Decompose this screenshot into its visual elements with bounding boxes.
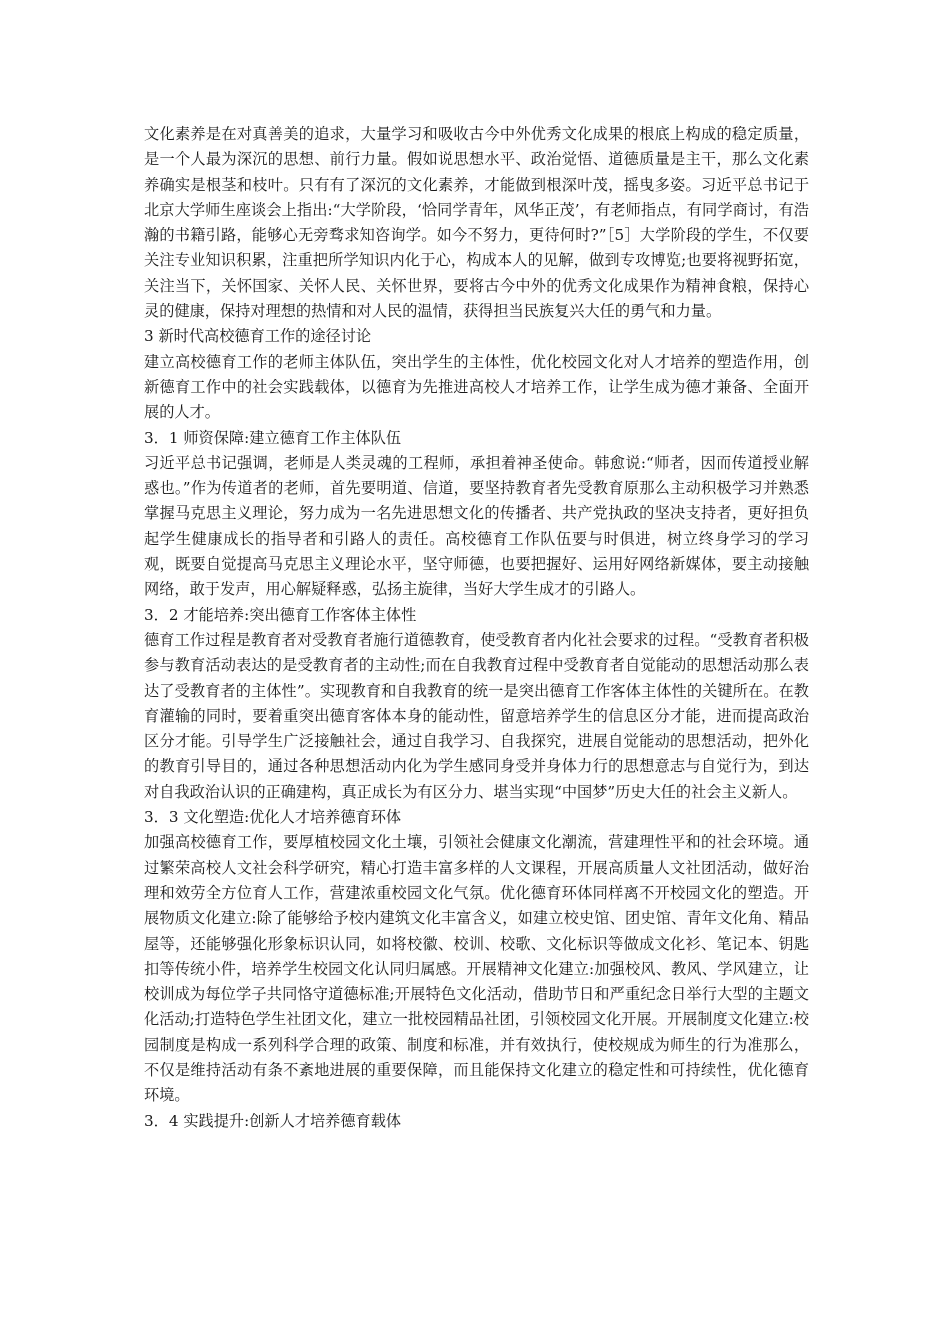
- section-heading-3-4: 3．4 实践提升:创新人才培养德育载体: [144, 1111, 402, 1130]
- paragraph-section-3-1: 习近平总书记强调，老师是人类灵魂的工程师，承担着神圣使命。韩愈说:“师者，因而传道授业解惑也。”作为传道者的老师，首先要明道、信道，要坚持教育者先受教育原那么主动积极学习并熟悉掌握马克思主义理论，努力成为一名先进思想文化的传播者、共产党执政的坚决支持者，更好担负起学生健康成长的指导者和引路人的责任。高校德育工作队伍要与时俱进，树立终身学习的学习观，既要自觉提高马克思主义理论水平，坚守师德，也要把握好、运用好网络新媒体，要主动接触网络，敢于发声，用心解疑释惑，弘扬主旋律，当好大学生成才的引路人。: [144, 453, 809, 599]
- paragraph-section-3-2: 德育工作过程是教育者对受教育者施行道德教育，使受教育者内化社会要求的过程。“受教育者积极参与教育活动表达的是受教育者的主动性;而在自我教育过程中受教育者自觉能动的思想活动那么表达了受教育者的主体性”。实现教育和自我教育的统一是突出德育工作客体主体性的关键所在。在教育灌输的同时，要着重突出德育客体本身的能动性，留意培养学生的信息区分才能，进而提高政治区分才能。引导学生广泛接触社会，通过自我学习、自我探究，进展自觉能动的思想活动，把外化的教育引导目的，通过各种思想活动内化为学生感同身受并身体力行的思想意志与自觉行为，到达对自我政治认识的正确建构，真正成长为有区分力、堪当实现“中国梦”历史大任的社会主义新人。: [144, 630, 809, 801]
- paragraph-culture-literacy: 文化素养是在对真善美的追求，大量学习和吸收古今中外优秀文化成果的根底上构成的稳定质量，是一个人最为深沉的思想、前行力量。假如说思想水平、政治觉悟、道德质量是主干，那么文化素养确实是根茎和枝叶。只有有了深沉的文化素养，才能做到根深叶茂，摇曳多姿。习近平总书记于北京大学师生座谈会上指出:“大学阶段，‘恰同学青年，风华正茂’，有老师指点，有同学商讨，有浩瀚的书籍引路，能够心无旁骛求知咨询学。如今不努力，更待何时?”［5］大学阶段的学生，不仅要关注专业知识积累，注重把所学知识内化于心，构成本人的见解，做到专攻博览;也要将视野拓宽，关注当下，关怀国家、关怀人民、关怀世界，要将古今中外的优秀文化成果作为精神食粮，保持心灵的健康，保持对理想的热情和对人民的温情，获得担当民族复兴大任的勇气和力量。: [144, 125, 809, 321]
- section-heading-3-1: 3．1 师资保障:建立德育工作主体队伍: [144, 428, 402, 447]
- section-heading-3-3: 3．3 文化塑造:优化人才培养德育环体: [144, 808, 402, 827]
- section-heading-3-2: 3．2 才能培养:突出德育工作客体主体性: [144, 605, 417, 624]
- paragraph-section-3-intro: 建立高校德育工作的老师主体队伍，突出学生的主体性，优化校园文化对人才培养的塑造作用，创新德育工作中的社会实践载体，以德育为先推进高校人才培养工作，让学生成为德才兼备、全面开展的人才。: [144, 352, 809, 422]
- document-body: [144, 122, 809, 1134]
- section-heading-3: 3 新时代高校德育工作的途径讨论: [144, 327, 372, 346]
- paragraph-section-3-3: 加强高校德育工作，要厚植校园文化土壤，引领社会健康文化潮流，营建理性平和的社会环境。通过繁荣高校人文社会科学研究，精心打造丰富多样的人文课程，开展高质量人文社团活动，做好治理和效劳全方位育人工作，营建浓重校园文化气氛。优化德育环体同样离不开校园文化的塑造。开展物质文化建立:除了能够给予校内建筑文化丰富含义，如建立校史馆、团史馆、青年文化角、精品屋等，还能够强化形象标识认同，如将校徽、校训、校歌、文化标识等做成文化衫、笔记本、钥匙扣等传统小件，培养学生校园文化认同归属感。开展精神文化建立:加强校风、教风、学风建立，让校训成为每位学子共同恪守道德标准;开展特色文化活动，借助节日和严重纪念日举行大型的主题文化活动;打造特色学生社团文化，建立一批校园精品社团，引领校园文化开展。开展制度文化建立:校园制度是构成一系列科学合理的政策、制度和标准，并有效执行，使校规成为师生的行为准那么，不仅是维持活动有条不紊地进展的重要保障，而且能保持文化建立的稳定性和可持续性，优化德育环境。: [144, 833, 809, 1105]
